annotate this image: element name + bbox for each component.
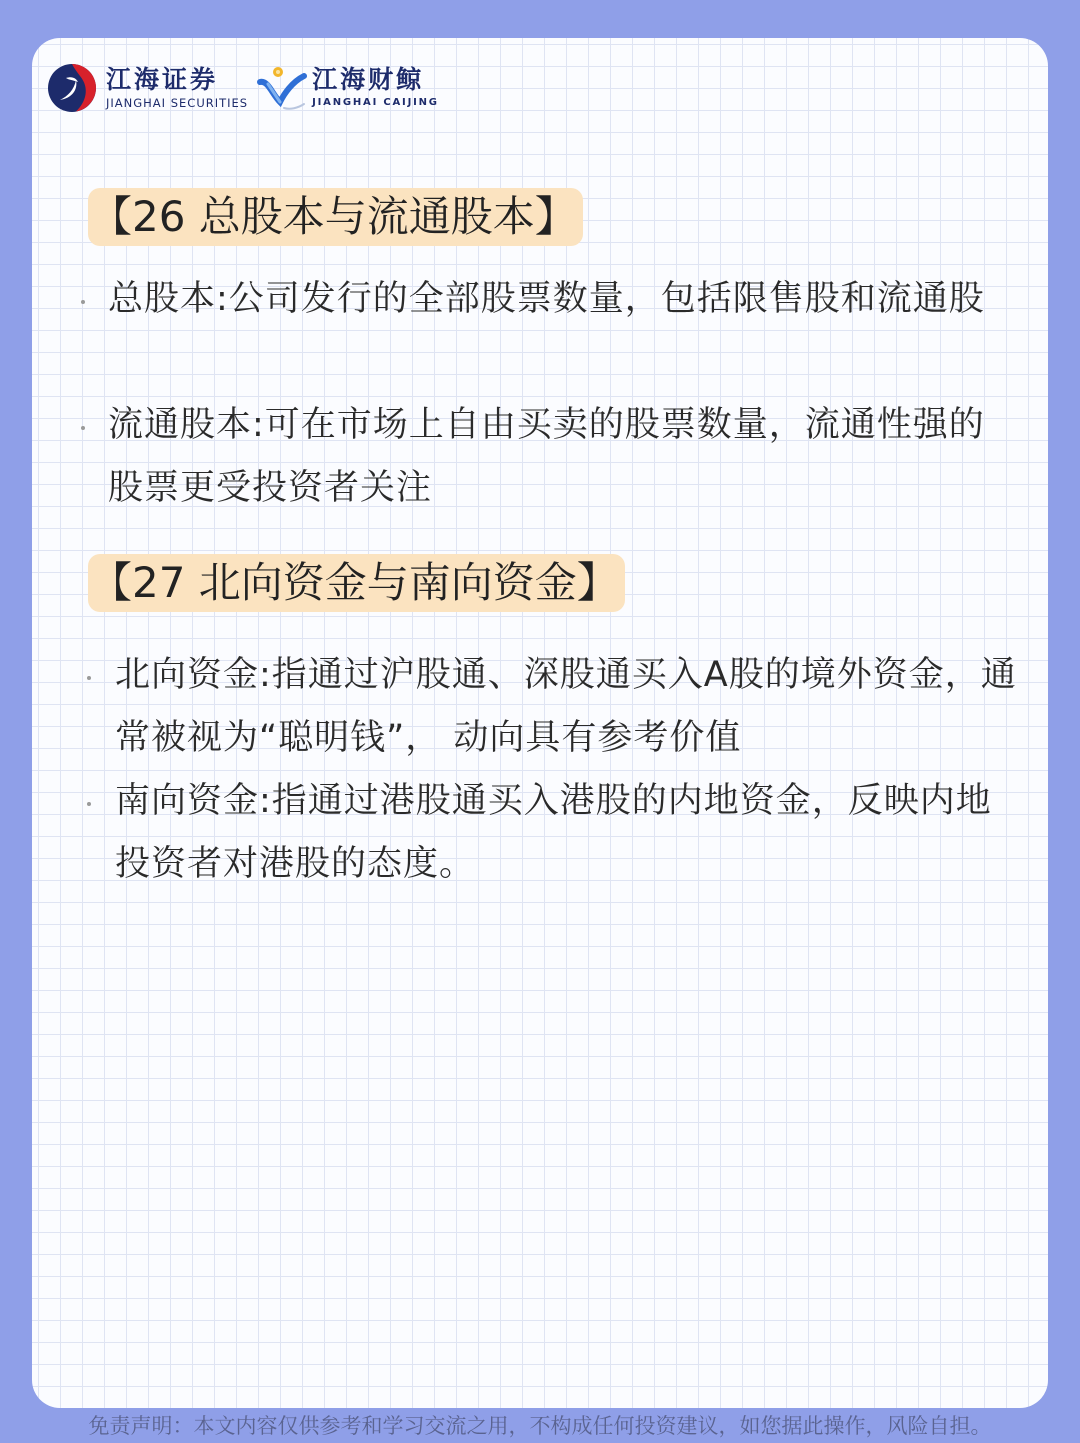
section-27-title: 【27 北向资金与南向资金】 [88,554,625,612]
brand-header [46,60,439,116]
logo-1-english-name: JIANGHAI SECURITIES [106,96,249,110]
logo-1-name: 江海证券 [106,65,219,94]
jianghai-caijing-logo-icon [254,60,310,116]
logo-2-text [312,66,439,110]
disclaimer: 免责声明：本文内容仅供参考和学习交流之用，不构成任何投资建议，如您据此操作，风险自担。 [88,1414,992,1438]
bullet-dot [87,802,91,806]
content-card [32,38,1048,1408]
logo-2-english-name: JIANGHAI CAIJING [312,97,439,108]
bullet-total-share-capital: 总股本:公司发行的全部股票数量，包括限售股和流通股 [108,279,985,319]
logo-1-text [106,66,248,110]
bullet-dot [81,300,85,304]
bullet-northbound-funds: 北向资金:指通过沪股通、深股通买入A股的境外资金，通常被视为“聪明钱”， 动向具有参考价值 [115,655,1017,758]
bullet-southbound-funds: 南向资金:指通过港股通买入港股的内地资金，反映内地投资者对港股的态度。 [115,781,992,884]
bullet-dot [87,676,91,680]
jianghai-securities-logo-icon [46,62,98,114]
bullet-dot [81,426,85,430]
bullet-float-share-capital: 流通股本:可在市场上自由买卖的股票数量，流通性强的股票更受投资者关注 [108,405,985,508]
logo-2-name: 江海财鲸 [312,65,425,94]
section-26-title: 【26 总股本与流通股本】 [88,188,583,246]
